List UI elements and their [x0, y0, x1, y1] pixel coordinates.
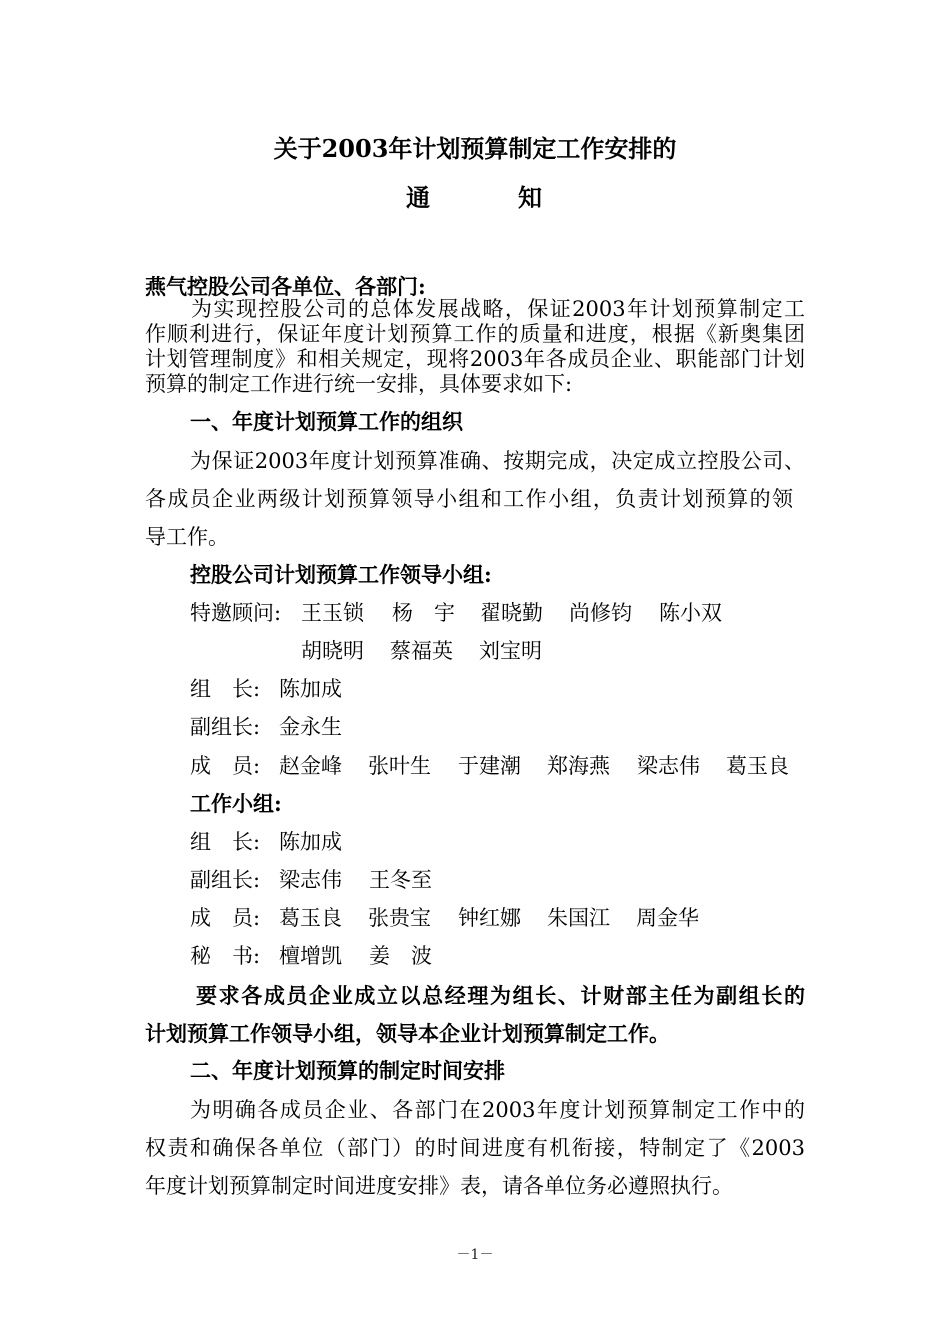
addressee: 燕气控股公司各单位、各部门: [145, 274, 426, 299]
advisor-name: 胡晓明 [301, 639, 364, 663]
advisor-name: 尚修钧 [569, 601, 632, 625]
requirement-line: 计划预算工作领导小组，领导本企业计划预算制定工作。 [145, 1021, 670, 1046]
section1-heading: 一、年度计划预算工作的组织 [190, 409, 463, 434]
wg-member-name: 朱国江 [547, 906, 610, 930]
member-name: 郑海燕 [547, 754, 610, 778]
document-title: 关于2003年计划预算制定工作安排的 [273, 134, 677, 163]
title-char-zhi: 知 [518, 183, 542, 212]
leader-name: 陈加成 [279, 677, 342, 701]
wg-member-name: 葛玉良 [279, 906, 342, 930]
intro-line: 为实现控股公司的总体发展战略，保证2003年计划预算制定工 [191, 297, 805, 321]
wg-leader-label: 组 长: [190, 830, 261, 854]
wg-vice-name: 梁志伟 [279, 868, 342, 892]
advisor-name: 陈小双 [659, 601, 722, 625]
requirement-line: 要求各成员企业成立以总经理为组长、计财部主任为副组长的 [196, 983, 805, 1008]
wg-secretary-label: 秘 书: [190, 944, 261, 968]
section1-para-line: 导工作。 [145, 525, 229, 549]
members-label: 成 员: [190, 754, 261, 778]
wg-vice-name: 王冬至 [369, 868, 432, 892]
wg-members-label: 成 员: [190, 906, 261, 930]
leader-group-heading: 控股公司计划预算工作领导小组: [190, 562, 492, 587]
advisor-name: 蔡福英 [390, 639, 453, 663]
intro-line: 作顺利进行，保证年度计划预算工作的质量和进度，根据《新奥集团 [145, 322, 805, 346]
member-name: 于建潮 [458, 754, 521, 778]
advisors-label: 特邀顾问: [190, 601, 282, 625]
advisor-name: 王玉锁 [301, 601, 364, 625]
section2-heading: 二、年度计划预算的制定时间安排 [190, 1058, 505, 1083]
wg-member-name: 周金华 [636, 906, 699, 930]
advisor-name: 刘宝明 [479, 639, 542, 663]
intro-line: 计划管理制度》和相关规定，现将2003年各成员企业、职能部门计划 [145, 347, 805, 371]
advisor-name: 翟晓勤 [480, 601, 543, 625]
member-name: 葛玉良 [726, 754, 789, 778]
leader-label: 组 长: [190, 677, 261, 701]
section2-para-line: 为明确各成员企业、各部门在2003年度计划预算制定工作中的 [190, 1098, 805, 1122]
vice-leader-label: 副组长: [190, 715, 261, 739]
wg-leader-name: 陈加成 [279, 830, 342, 854]
wg-member-name: 张贵宝 [368, 906, 431, 930]
wg-vice-label: 副组长: [190, 868, 261, 892]
section1-para-line: 为保证2003年度计划预算准确、按期完成，决定成立控股公司、 [190, 449, 805, 473]
wg-secretary-name: 檀增凯 [279, 944, 342, 968]
member-name: 赵金峰 [279, 754, 342, 778]
page-number: －1－ [456, 1247, 494, 1263]
intro-line: 预算的制定工作进行统一安排，具体要求如下: [145, 372, 573, 396]
member-name: 张叶生 [368, 754, 431, 778]
work-group-heading: 工作小组: [190, 791, 282, 816]
title-char-tong: 通 [406, 183, 430, 212]
section2-para-line: 年度计划预算制定时间进度安排》表，请各单位务必遵照执行。 [145, 1174, 733, 1198]
advisor-name: 杨 宇 [392, 601, 455, 625]
section2-para-line: 权责和确保各单位（部门）的时间进度有机衔接，特制定了《2003 [145, 1136, 805, 1160]
section1-para-line: 各成员企业两级计划预算领导小组和工作小组，负责计划预算的领 [145, 487, 793, 511]
member-name: 梁志伟 [637, 754, 700, 778]
vice-leader-name: 金永生 [279, 715, 342, 739]
wg-secretary-name: 姜 波 [369, 944, 432, 968]
wg-member-name: 钟红娜 [458, 906, 521, 930]
